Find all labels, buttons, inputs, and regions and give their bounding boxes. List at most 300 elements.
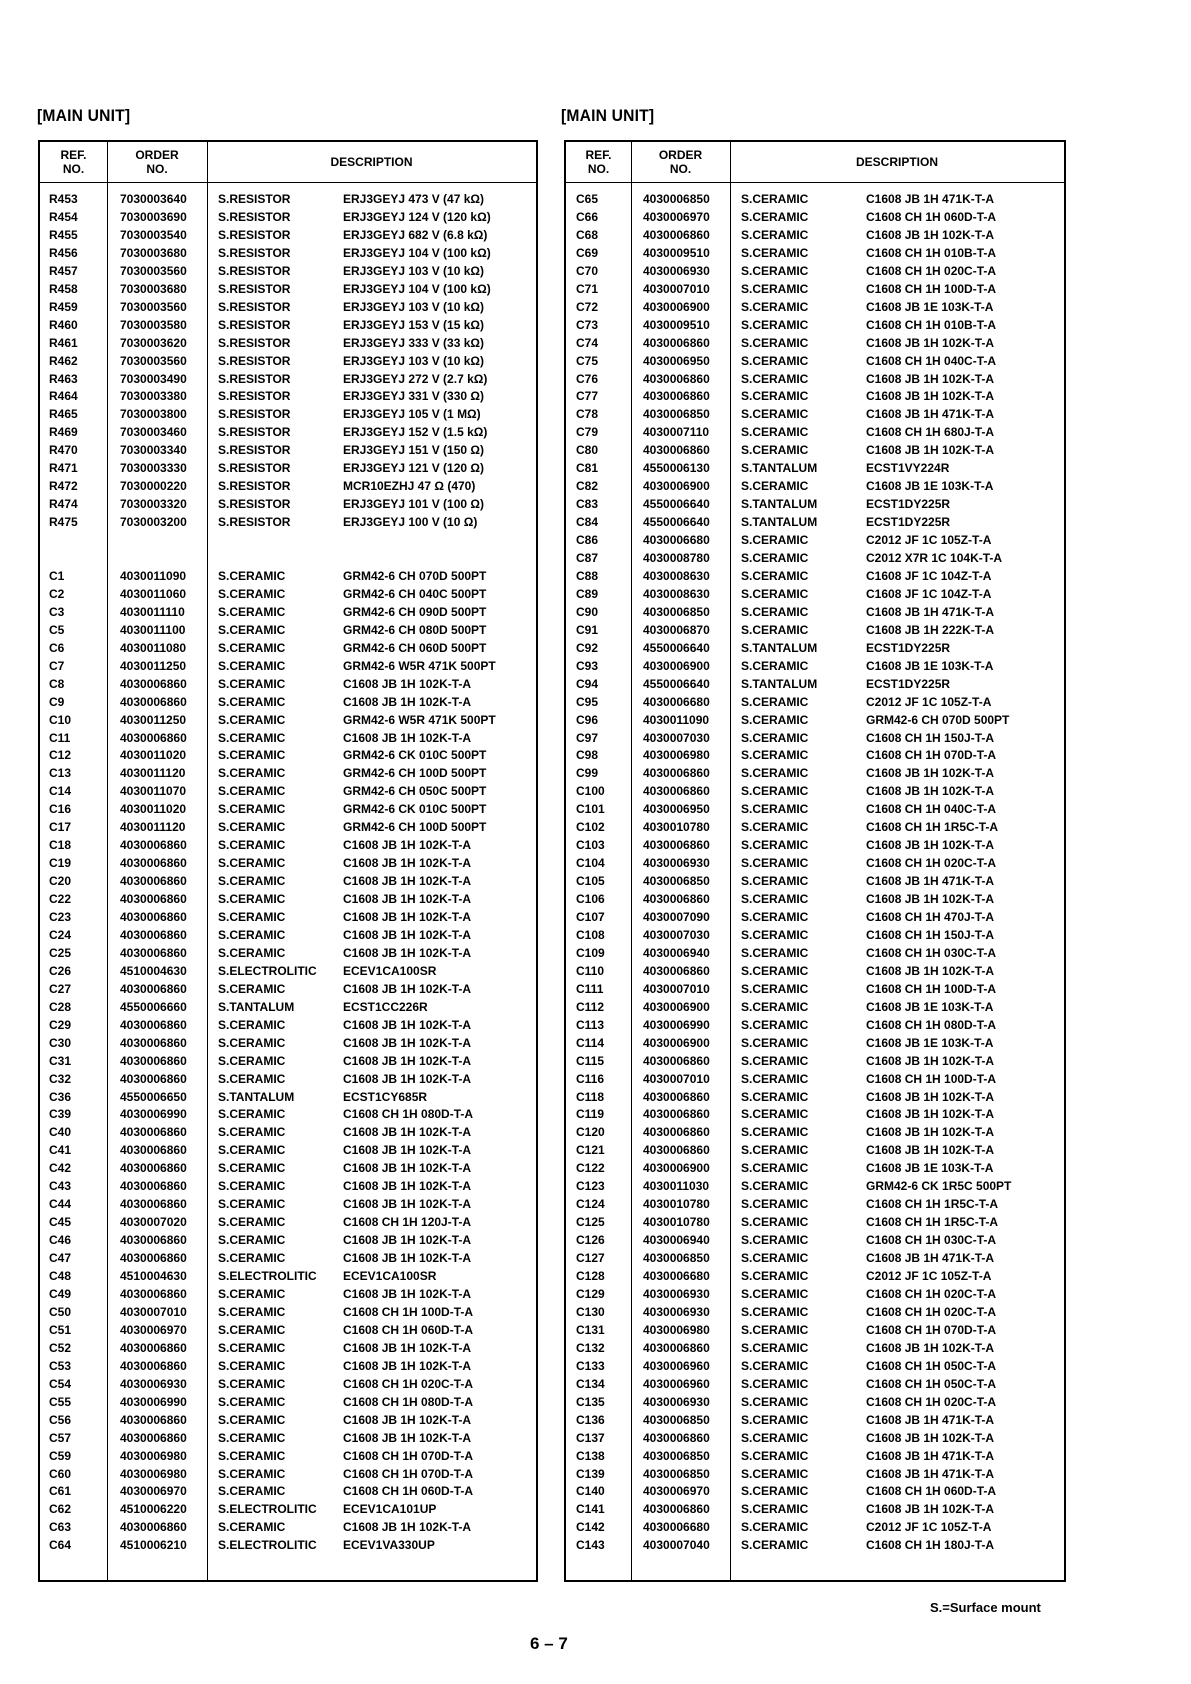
- part-number: C1608 CH 1H 080D-T-A: [343, 1107, 474, 1122]
- ref-no-header: [566, 142, 631, 182]
- ref-no: C109: [576, 945, 605, 960]
- ref-no: C56: [49, 1412, 72, 1427]
- order-no: 7030003580: [120, 317, 187, 332]
- part-number: C1608 CH 1H 080D-T-A: [866, 1017, 997, 1032]
- component-type: S.CERAMIC: [741, 299, 809, 314]
- order-no: 4030006860: [120, 1125, 187, 1140]
- table-row: [566, 1518, 1064, 1536]
- order-no: 4030006860: [120, 1251, 187, 1265]
- ref-no: C129: [576, 1287, 605, 1301]
- part-number: ECST1CY685R: [343, 1089, 428, 1104]
- component-type: S.CERAMIC: [218, 1017, 286, 1032]
- order-no: 4030006850: [643, 1251, 710, 1265]
- component-type: S.CERAMIC: [218, 1430, 286, 1445]
- part-number: C1608 JB 1H 102K-T-A: [866, 1053, 995, 1068]
- part-number: C1608 CH 1H 010B-T-A: [866, 245, 997, 260]
- order-no: 4030011120: [120, 766, 186, 781]
- order-no: 4030006900: [643, 299, 710, 314]
- order-no: 4030006970: [643, 210, 710, 224]
- ref-no: C64: [49, 1538, 72, 1553]
- part-number: GRM42-6 CH 090D 500PT: [343, 604, 487, 619]
- part-number: ECST1DY225R: [866, 640, 951, 655]
- table-row: [40, 621, 536, 639]
- component-type: S.CERAMIC: [741, 1269, 809, 1283]
- part-number: C1608 CH 1H 100D-T-A: [866, 1071, 997, 1086]
- ref-no: C54: [49, 1376, 72, 1391]
- order-no: 7030003380: [120, 389, 187, 404]
- table-row: [40, 764, 536, 782]
- order-no: 4030006860: [643, 1053, 710, 1068]
- table-row: [566, 244, 1064, 262]
- part-number: C1608 JB 1H 471K-T-A: [866, 407, 995, 422]
- component-type: S.CERAMIC: [741, 192, 809, 206]
- order-no: 4030006850: [643, 407, 710, 422]
- component-type: S.CERAMIC: [218, 1179, 286, 1194]
- component-type: S.RESISTOR: [218, 263, 291, 278]
- order-no: 7030003680: [120, 281, 187, 296]
- table-row: [566, 657, 1064, 675]
- order-no: 7030003490: [120, 371, 187, 386]
- ref-no: C16: [49, 802, 72, 817]
- ref-no: C6: [49, 640, 65, 655]
- ref-no: C2: [49, 586, 65, 601]
- component-type: S.CERAMIC: [741, 533, 809, 548]
- part-number: C1608 JB 1H 102K-T-A: [866, 766, 995, 781]
- order-no: 4030006850: [643, 604, 710, 619]
- ref-no: C28: [49, 999, 72, 1014]
- table-row: [40, 226, 536, 244]
- component-type: S.CERAMIC: [218, 802, 286, 817]
- table-row: [566, 1285, 1064, 1303]
- table-row: [40, 531, 536, 549]
- component-type: S.CERAMIC: [741, 748, 809, 763]
- table-row: [566, 1339, 1064, 1357]
- table-row: [566, 621, 1064, 639]
- part-number: C1608 JB 1H 102K-T-A: [866, 963, 995, 978]
- component-type: S.RESISTOR: [218, 515, 291, 530]
- component-type: S.CERAMIC: [218, 1107, 286, 1122]
- order-no: 4030011250: [120, 658, 187, 673]
- ref-no: C130: [576, 1304, 605, 1319]
- order-no: 4030011070: [120, 784, 187, 799]
- component-type: S.CERAMIC: [741, 1448, 809, 1463]
- component-type: S.CERAMIC: [741, 820, 809, 835]
- component-type: S.RESISTOR: [218, 245, 291, 260]
- table-row: [40, 1339, 536, 1357]
- order-no: 7030003560: [120, 299, 187, 314]
- ref-no: C107: [576, 910, 605, 924]
- ref-no: C20: [49, 874, 72, 889]
- ref-no: R462: [49, 353, 78, 368]
- table-row: [566, 334, 1064, 352]
- table-row: [566, 298, 1064, 316]
- order-no: 4030006850: [643, 192, 710, 206]
- ref-no: C1: [49, 568, 65, 583]
- component-type: S.CERAMIC: [218, 1412, 286, 1427]
- component-type: S.RESISTOR: [218, 227, 291, 242]
- table-row: [566, 1482, 1064, 1500]
- component-type: S.CERAMIC: [218, 622, 286, 637]
- order-no: 4030006860: [643, 1107, 710, 1122]
- ref-no: C111: [576, 981, 604, 996]
- ref-no: C50: [49, 1304, 72, 1319]
- component-type: S.RESISTOR: [218, 299, 291, 314]
- part-number: ERJ3GEYJ 103 V (10 kΩ): [343, 263, 485, 278]
- table-row: [40, 1393, 536, 1411]
- table-row: [566, 423, 1064, 441]
- part-number: C1608 CH 1H 020C-T-A: [343, 1376, 474, 1391]
- ref-no: C43: [49, 1179, 72, 1194]
- part-number: C1608 JB 1H 102K-T-A: [343, 1125, 472, 1140]
- part-number: ERJ3GEYJ 151 V (150 Ω): [343, 443, 485, 458]
- order-no: 4510004630: [120, 1269, 187, 1283]
- order-no: 4030010780: [643, 1197, 710, 1212]
- part-number: C1608 JB 1H 102K-T-A: [343, 856, 472, 871]
- ref-no: C76: [576, 371, 599, 386]
- ref-no: C84: [576, 515, 599, 530]
- table-row: [40, 1500, 536, 1518]
- part-number: C1608 JB 1H 102K-T-A: [343, 1251, 472, 1265]
- ref-no: C52: [49, 1340, 72, 1355]
- order-no: 4030006860: [120, 1358, 187, 1373]
- table-row: [40, 1088, 536, 1106]
- table-row: [40, 459, 536, 477]
- ref-no-header: [40, 142, 107, 182]
- component-type: S.CERAMIC: [218, 766, 286, 781]
- table-row: [566, 764, 1064, 782]
- ref-no: C138: [576, 1448, 605, 1463]
- table-row: [566, 818, 1064, 836]
- ref-no: C93: [576, 658, 599, 673]
- order-no: 4030006860: [120, 1340, 187, 1355]
- order-no: 4030006860: [120, 1071, 187, 1086]
- component-type: S.RESISTOR: [218, 407, 291, 422]
- part-number: ECST1CC226R: [343, 999, 428, 1014]
- table-row: [566, 1052, 1064, 1070]
- order-no: 4510004630: [120, 963, 187, 978]
- component-type: S.CERAMIC: [741, 568, 809, 583]
- ref-no: C136: [576, 1412, 605, 1427]
- ref-no: C133: [576, 1358, 605, 1373]
- component-type: S.CERAMIC: [741, 1215, 809, 1230]
- table-row: [566, 1123, 1064, 1141]
- order-no: 4030009510: [643, 317, 710, 332]
- order-no: 4030006860: [643, 227, 710, 242]
- table-row: [40, 352, 536, 370]
- part-number: ECEV1CA101UP: [343, 1502, 437, 1517]
- component-type: S.CERAMIC: [218, 748, 286, 763]
- part-number: ERJ3GEYJ 100 V (10 Ω): [343, 515, 478, 530]
- order-no: 4030007110: [643, 425, 710, 440]
- component-type: S.RESISTOR: [218, 461, 291, 476]
- component-type: S.CERAMIC: [218, 856, 286, 871]
- ref-no: R472: [49, 479, 78, 494]
- component-type: S.CERAMIC: [741, 892, 809, 906]
- order-no: 4030006860: [643, 1340, 710, 1355]
- component-type: S.CERAMIC: [741, 784, 809, 799]
- component-type: S.CERAMIC: [218, 658, 286, 673]
- component-type: S.ELECTROLITIC: [218, 1269, 317, 1283]
- order-no: 4550006640: [643, 497, 710, 512]
- order-no: 4030006960: [643, 1358, 710, 1373]
- part-number: C1608 JB 1H 102K-T-A: [866, 371, 995, 386]
- component-type: S.CERAMIC: [741, 1502, 809, 1517]
- order-no: 4030006990: [120, 1107, 187, 1122]
- table-row: [566, 1034, 1064, 1052]
- table-row: [566, 1536, 1064, 1554]
- component-type: S.CERAMIC: [218, 1233, 286, 1248]
- ref-no: C74: [576, 335, 599, 350]
- order-no: 7030003620: [120, 335, 187, 350]
- ref-no: C36: [49, 1089, 72, 1104]
- part-number: GRM42-6 CK 010C 500PT: [343, 748, 487, 763]
- part-number: ERJ3GEYJ 333 V (33 kΩ): [343, 335, 485, 350]
- component-type: S.CERAMIC: [741, 281, 809, 296]
- component-type: S.CERAMIC: [741, 1125, 809, 1140]
- part-number: GRM42-6 CH 080D 500PT: [343, 622, 487, 637]
- order-no: 4030006930: [643, 856, 710, 871]
- part-number: ERJ3GEYJ 104 V (100 kΩ): [343, 281, 491, 296]
- component-type: S.CERAMIC: [741, 479, 809, 494]
- order-no: 4030006860: [120, 1412, 187, 1427]
- table-row: [566, 729, 1064, 747]
- component-type: S.CERAMIC: [741, 1071, 809, 1086]
- ref-no: C105: [576, 874, 605, 889]
- table-row: [566, 1231, 1064, 1249]
- order-no: 4030006860: [643, 784, 710, 799]
- table-row: [566, 370, 1064, 388]
- description-header-label: DESCRIPTION: [855, 155, 938, 169]
- part-number: C1608 CH 1H 470J-T-A: [866, 910, 995, 924]
- table-row: [566, 1429, 1064, 1447]
- parts-table-right: [564, 140, 1066, 1582]
- table-row: [566, 208, 1064, 226]
- ref-header-line2: NO.: [62, 162, 85, 176]
- component-type: S.CERAMIC: [218, 586, 286, 601]
- ref-no: C72: [576, 299, 599, 314]
- ref-no: C3: [49, 604, 65, 619]
- component-type: S.CERAMIC: [218, 1125, 286, 1140]
- component-type: S.CERAMIC: [218, 874, 286, 889]
- table-row: [40, 405, 536, 423]
- part-number: C1608 JB 1H 102K-T-A: [343, 1287, 472, 1301]
- part-number: C1608 JB 1H 102K-T-A: [343, 1053, 472, 1068]
- ref-no: C14: [49, 784, 72, 799]
- component-type: S.CERAMIC: [741, 551, 809, 565]
- table-row: [40, 1249, 536, 1267]
- part-number: C1608 JB 1H 102K-T-A: [866, 784, 995, 799]
- ref-no: C11: [49, 730, 71, 745]
- order-no: 4030007090: [643, 910, 710, 924]
- part-number: ERJ3GEYJ 105 V (1 MΩ): [343, 407, 481, 422]
- part-number: ERJ3GEYJ 103 V (10 kΩ): [343, 353, 485, 368]
- part-number: C1608 JB 1H 102K-T-A: [343, 676, 472, 691]
- order-no: 7030003800: [120, 407, 187, 422]
- order-no: 4030007010: [643, 281, 710, 296]
- ref-no: C7: [49, 658, 65, 673]
- order-no: 4030006680: [643, 533, 710, 548]
- part-number: C1608 JB 1H 102K-T-A: [343, 874, 472, 889]
- order-no: 4030006970: [120, 1322, 187, 1337]
- part-number: C1608 JB 1H 102K-T-A: [866, 838, 995, 853]
- component-type: S.CERAMIC: [741, 1412, 809, 1427]
- order-no: 4030006860: [120, 892, 187, 906]
- ref-no: C104: [576, 856, 605, 871]
- order-no: 4030006860: [120, 945, 187, 960]
- part-number: GRM42-6 CH 060D 500PT: [343, 640, 487, 655]
- ref-no: C140: [576, 1484, 605, 1499]
- part-number: C1608 CH 1H 100D-T-A: [343, 1304, 474, 1319]
- table-row: [40, 926, 536, 944]
- ref-no: C115: [576, 1053, 605, 1068]
- component-type: S.CERAMIC: [741, 1358, 809, 1373]
- order-no: 4030011120: [120, 820, 186, 835]
- component-type: S.CERAMIC: [741, 1089, 809, 1104]
- ref-no: R456: [49, 245, 78, 260]
- component-type: S.CERAMIC: [218, 1520, 286, 1535]
- ref-no: C61: [49, 1484, 72, 1499]
- component-type: S.CERAMIC: [218, 1071, 286, 1086]
- ref-no: C137: [576, 1430, 605, 1445]
- component-type: S.CERAMIC: [741, 1053, 809, 1068]
- part-number: ERJ3GEYJ 331 V (330 Ω): [343, 389, 485, 404]
- order-no: 4030006930: [643, 1394, 710, 1409]
- component-type: S.CERAMIC: [741, 389, 809, 404]
- table-row: [566, 1141, 1064, 1159]
- component-type: S.CERAMIC: [741, 263, 809, 278]
- component-type: S.CERAMIC: [218, 945, 286, 960]
- order-no: 4030007030: [643, 927, 710, 942]
- table-row: [566, 441, 1064, 459]
- table-row: [566, 836, 1064, 854]
- table-row: [566, 1249, 1064, 1267]
- order-no: 4030006860: [120, 676, 187, 691]
- table-row: [566, 998, 1064, 1016]
- part-number: C1608 JF 1C 104Z-T-A: [866, 586, 992, 601]
- component-type: S.CERAMIC: [741, 1017, 809, 1032]
- ref-no: C78: [576, 407, 599, 422]
- table-row: [566, 316, 1064, 334]
- ref-no: C80: [576, 443, 599, 458]
- part-number: C1608 CH 1H 1R5C-T-A: [866, 1197, 999, 1212]
- component-type: S.CERAMIC: [741, 910, 809, 924]
- ref-no: C29: [49, 1017, 72, 1032]
- part-number: C1608 CH 1H 070D-T-A: [866, 1322, 997, 1337]
- part-number: C1608 JB 1H 102K-T-A: [343, 1197, 472, 1212]
- order-no: 4030010780: [643, 820, 710, 835]
- component-type: S.CERAMIC: [741, 353, 809, 368]
- table-row: [40, 1231, 536, 1249]
- order-no: 4030006950: [643, 353, 710, 368]
- order-no: 4030006900: [643, 479, 710, 494]
- order-no: 4030006860: [643, 371, 710, 386]
- component-type: S.CERAMIC: [741, 927, 809, 942]
- ref-no: C86: [576, 533, 599, 548]
- part-number: C1608 JB 1E 103K-T-A: [866, 999, 994, 1014]
- order-no: 4030006860: [120, 856, 187, 871]
- order-no: 4030006860: [120, 927, 187, 942]
- order-no: 4030006860: [120, 1520, 187, 1535]
- description-header: [730, 142, 1064, 182]
- ref-no: R461: [49, 335, 78, 350]
- part-number: C1608 JB 1H 102K-T-A: [866, 227, 995, 242]
- order-no: 4030006860: [120, 1143, 187, 1158]
- order-no: 4030006980: [120, 1466, 187, 1481]
- component-type: S.RESISTOR: [218, 443, 291, 458]
- ref-no: C96: [576, 712, 599, 727]
- table-row: [40, 1303, 536, 1321]
- part-number: C1608 JB 1H 471K-T-A: [866, 604, 995, 619]
- component-type: S.CERAMIC: [741, 1233, 809, 1248]
- component-type: S.CERAMIC: [218, 820, 286, 835]
- component-type: S.CERAMIC: [741, 245, 809, 260]
- component-type: S.RESISTOR: [218, 317, 291, 332]
- order-no: 4030006930: [120, 1376, 187, 1391]
- ref-no: C99: [576, 766, 599, 781]
- ref-header-line1: REF.: [60, 148, 87, 162]
- ref-no: C71: [576, 281, 599, 296]
- table-row: [40, 890, 536, 908]
- table-row: [566, 908, 1064, 926]
- ref-no: R458: [49, 281, 78, 296]
- ref-no: C18: [49, 838, 72, 853]
- section-heading-right: [MAIN UNIT]: [561, 106, 655, 125]
- order-no: 4030008630: [643, 586, 710, 601]
- table-row: [40, 782, 536, 800]
- component-type: S.RESISTOR: [218, 479, 291, 494]
- component-type: S.CERAMIC: [218, 1484, 286, 1499]
- table-row: [566, 639, 1064, 657]
- part-number: C2012 JF 1C 105Z-T-A: [866, 1520, 992, 1535]
- part-number: C1608 JB 1H 102K-T-A: [343, 981, 472, 996]
- part-number: MCR10EZHJ 47 Ω (470): [343, 479, 476, 494]
- order-no: 4030011080: [120, 640, 187, 655]
- order-no: 4030011100: [120, 622, 186, 637]
- part-number: C1608 CH 1H 1R5C-T-A: [866, 1215, 999, 1230]
- table-row: [40, 998, 536, 1016]
- order-no: 4030008630: [643, 568, 710, 583]
- ref-no: C40: [49, 1125, 72, 1140]
- order-no: 4030006860: [120, 874, 187, 889]
- part-number: C1608 JB 1H 102K-T-A: [343, 1035, 472, 1050]
- component-type: S.CERAMIC: [218, 694, 286, 709]
- table-row: [40, 1321, 536, 1339]
- ref-no: C119: [576, 1107, 605, 1122]
- ref-no: C8: [49, 676, 65, 691]
- order-no: 4030006860: [120, 1197, 187, 1212]
- part-number: C1608 CH 1H 070D-T-A: [343, 1466, 474, 1481]
- table-row: [40, 316, 536, 334]
- ref-no: C94: [576, 676, 599, 691]
- ref-no: R465: [49, 407, 78, 422]
- order-no: 4030006940: [643, 1233, 710, 1248]
- component-type: S.CERAMIC: [218, 981, 286, 996]
- table-row: [40, 1141, 536, 1159]
- table-row: [40, 370, 536, 388]
- part-number: ECST1DY225R: [866, 676, 951, 691]
- table-row: [566, 1267, 1064, 1285]
- ref-no: C13: [49, 766, 72, 781]
- part-number: C1608 JB 1H 102K-T-A: [343, 694, 472, 709]
- part-number: ECST1DY225R: [866, 515, 951, 530]
- part-number: C1608 CH 1H 060D-T-A: [343, 1322, 474, 1337]
- surface-mount-footnote: S.=Surface mount: [930, 1600, 1041, 1615]
- component-type: S.CERAMIC: [741, 999, 809, 1014]
- part-number: C1608 CH 1H 040C-T-A: [866, 353, 997, 368]
- part-number: C1608 JB 1H 102K-T-A: [343, 1520, 472, 1535]
- order-no: 4550006650: [120, 1089, 187, 1104]
- ref-no: C73: [576, 317, 599, 332]
